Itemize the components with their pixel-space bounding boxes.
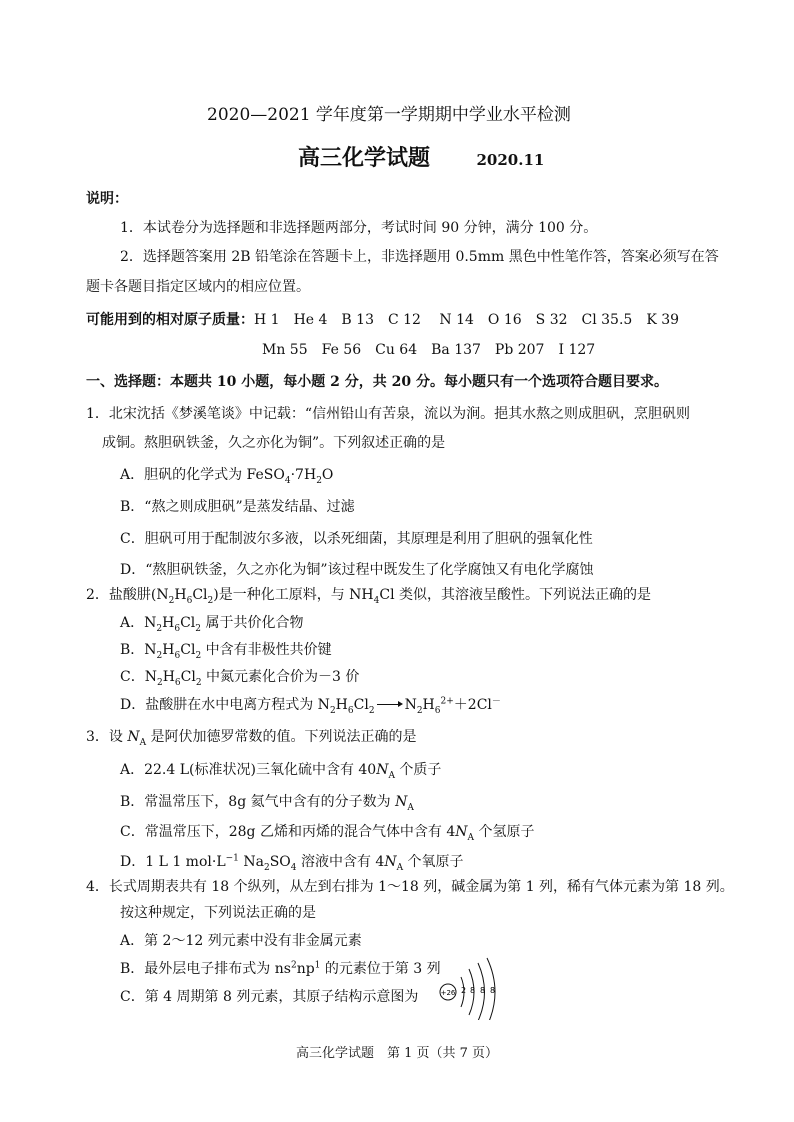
q3-d-mid: Na	[238, 854, 264, 870]
q1-a-mid: ·7H	[290, 467, 317, 483]
q4-option-c: C．第 4 周期第 8 列元素，其原子结构示意图为	[120, 989, 419, 1005]
page-footer: 高三化学试题 第 1 页（共 7 页）	[295, 1046, 499, 1061]
instruction-2a: 2．选择题答案用 2B 铅笔涂在答题卡上，非选择题用 0.5mm 黑色中性笔作答，答案必须写在答	[120, 249, 719, 265]
q3-c-post: 个氢原子	[474, 824, 535, 840]
q3-option-d	[120, 853, 464, 871]
q2-sub: 2	[195, 677, 202, 688]
q2-cl: Cl	[180, 642, 196, 658]
q2-option-c	[120, 668, 359, 686]
q2-a-label: A．N	[120, 615, 157, 631]
instruction-1: 1．本试卷分为选择题和非选择题两部分，考试时间 90 分钟，满分 100 分。	[120, 220, 598, 236]
q2-stem	[86, 586, 651, 604]
atomic-structure-diagram	[437, 944, 507, 1020]
q1-a-sub1: 4	[284, 475, 291, 486]
q2-option-d	[120, 696, 501, 714]
q2-stem-pre: 2．盐酸肼(N	[86, 587, 169, 603]
q2-h: H	[174, 587, 187, 603]
q2-h: H	[422, 697, 435, 713]
q2-sub: 2	[368, 705, 375, 716]
q2-stem-post: Cl 类似，其溶液呈酸性。下列说法正确的是	[379, 587, 651, 603]
q4-b-sup2: 1	[314, 960, 321, 971]
q3-option-a	[120, 761, 441, 779]
nucleus-charge: +26	[440, 989, 456, 997]
exam-title: 高三化学试题	[298, 145, 431, 171]
q3-d-mid2: SO	[269, 854, 291, 870]
q3-b-text: B．常温常压下，8g 氦气中含有的分子数为	[120, 794, 396, 810]
q3-stem	[86, 728, 417, 746]
q2-sub: 6	[186, 595, 193, 606]
atomic-masses-label: 可能用到的相对原子质量：	[86, 312, 254, 328]
q2-sub: 6	[174, 623, 181, 634]
q2-h: H	[162, 669, 175, 685]
q2-a-text: 属于共价化合物	[201, 615, 304, 631]
q2-d-minus: －	[491, 696, 501, 707]
q2-option-b	[120, 641, 332, 659]
q1-stem-line2: 成铜。熬胆矾铁釜，久之亦化为铜”。下列叙述正确的是	[102, 435, 446, 451]
q3-d-sup: −1	[225, 853, 239, 864]
q4-option-b	[120, 960, 441, 978]
q3-na: N	[455, 824, 468, 840]
q3-na: N	[384, 854, 397, 870]
q1-option-a	[120, 466, 333, 484]
q3-c-text: C．常温常压下，28g 乙烯和丙烯的混合气体中含有 4	[120, 824, 456, 840]
atomic-masses-row1	[86, 311, 679, 329]
ionization-arrow-icon	[377, 700, 403, 710]
q2-c-label: C．N	[120, 669, 157, 685]
q2-h: H	[335, 697, 348, 713]
q3-d-sub2: 4	[290, 862, 297, 873]
q2-option-a	[120, 614, 303, 632]
q4-b-mid: np	[296, 961, 315, 977]
q4-option-a: A．第 2～12 列元素中没有非金属元素	[120, 933, 362, 949]
q1-stem-line1: 1．北宋沈括《梦溪笔谈》中记载：“信州铅山有苦泉，流以为涧。挹其水熬之则成胆矾，烹胆矾则	[86, 406, 691, 422]
q2-cl: Cl	[180, 615, 196, 631]
q2-sub: 6	[434, 705, 441, 716]
q3-stem-pre: 3．设	[86, 729, 128, 745]
q2-sub: 2	[168, 595, 175, 606]
q3-stem-post: 是阿伏加德罗常数的值。下列说法正确的是	[146, 729, 417, 745]
q1-option-d: D．“熬胆矾铁釜，久之亦化为铜”该过程中既发生了化学腐蚀又有电化学腐蚀	[120, 562, 594, 578]
q1-a-sub2: 2	[316, 475, 322, 486]
shell-electron-count: 8	[480, 986, 486, 995]
q1-a-text: A．胆矾的化学式为 FeSO	[120, 467, 285, 483]
q3-d-sub1: 2	[263, 862, 270, 873]
q3-na: N	[376, 762, 389, 778]
q3-a-post: 个质子	[394, 762, 442, 778]
q4-stem-line2: 按这种规定，下列说法正确的是	[120, 905, 316, 921]
instructions-label: 说明：	[86, 191, 128, 207]
exam-date: 2020.11	[476, 151, 545, 169]
q2-sub: 2	[195, 623, 201, 634]
shell-electron-count: 8	[490, 986, 496, 995]
shell-electron-count: 2	[461, 986, 467, 995]
q2-d-post: ＋2Cl	[453, 697, 492, 713]
q3-a-text: A．22.4 L(标准状况)三氧化硫中含有 40	[120, 762, 377, 778]
q1-a-post: O	[321, 467, 334, 483]
q2-sub: 2	[156, 677, 163, 688]
q3-d-post: 个氧原子	[403, 854, 464, 870]
q2-sub: 6	[174, 677, 181, 688]
q2-sub: 6	[347, 705, 354, 716]
q3-na: N	[127, 729, 140, 745]
q1-option-c: C．胆矾可用于配制波尔多液，以杀死细菌，其原理是利用了胆矾的强氧化性	[120, 531, 593, 547]
q3-d-mid3: 溶液中含有 4	[296, 854, 385, 870]
q2-b-label: B．N	[120, 642, 157, 658]
exam-title-row	[298, 145, 545, 177]
q2-sub: 2	[416, 705, 423, 716]
q3-na-sub: A	[467, 832, 475, 843]
q2-cl: Cl	[180, 669, 196, 685]
atomic-masses-values-1: H 1 He 4 B 13 C 12 N 14 O 16 S 32 Cl 35.5 K 39	[254, 312, 680, 328]
q2-h: H	[162, 642, 175, 658]
q4-b-sup1: 2	[290, 960, 297, 971]
section1-heading: 一、选择题：本题共 10 小题，每小题 2 分，共 20 分。每小题只有一个选项符合题目要求。	[86, 374, 668, 390]
q3-option-b	[120, 793, 414, 811]
instruction-2b: 题卡各题目指定区域内的相应位置。	[86, 279, 310, 295]
q4-stem-line1: 4．长式周期表共有 18 个纵列，从左到右排为 1～18 列，碱金属为第 1 列，稀有气体元素为第 18 列。	[86, 879, 734, 895]
q2-sub: 2	[195, 650, 202, 661]
q3-na-sub: A	[139, 737, 147, 748]
q2-sub: 6	[174, 650, 181, 661]
q2-c-text: 中氮元素化合价为－3 价	[201, 669, 360, 685]
q3-option-c	[120, 823, 535, 841]
q3-na-sub: A	[388, 770, 395, 781]
q2-stem-mid: )是一种化工原料，与 NH	[213, 587, 374, 603]
exam-header-title: 2020—2021 学年度第一学期期中学业水平检测	[207, 105, 571, 125]
q2-d-ion: N	[404, 697, 417, 713]
shell-electron-count: 8	[470, 986, 476, 995]
q2-h: H	[162, 615, 175, 631]
q4-b-text: B．最外层电子排布式为 ns	[120, 961, 291, 977]
q2-cl: Cl	[192, 587, 208, 603]
q3-d-text: D．1 L 1 mol·L	[120, 854, 226, 870]
q2-d-charge: 2+	[440, 696, 454, 707]
q2-b-text: 中含有非极性共价键	[201, 642, 332, 658]
q2-d-text: D．盐酸肼在水中电离方程式为 N	[120, 697, 330, 713]
q3-na-sub: A	[396, 862, 404, 873]
q3-na-sub: A	[407, 802, 414, 813]
q2-sub: 2	[207, 595, 214, 606]
q4-b-post: 的元素位于第 3 列	[320, 961, 441, 977]
q1-option-b: B．“熬之则成胆矾”是蒸发结晶、过滤	[120, 499, 355, 515]
q2-sub: 4	[373, 595, 380, 606]
q2-sub: 2	[329, 705, 336, 716]
q2-sub: 2	[156, 623, 163, 634]
atomic-masses-row2: Mn 55 Fe 56 Cu 64 Ba 137 Pb 207 I 127	[262, 342, 596, 358]
q3-na: N	[395, 794, 408, 810]
q2-sub: 2	[156, 650, 163, 661]
q2-cl: Cl	[353, 697, 369, 713]
